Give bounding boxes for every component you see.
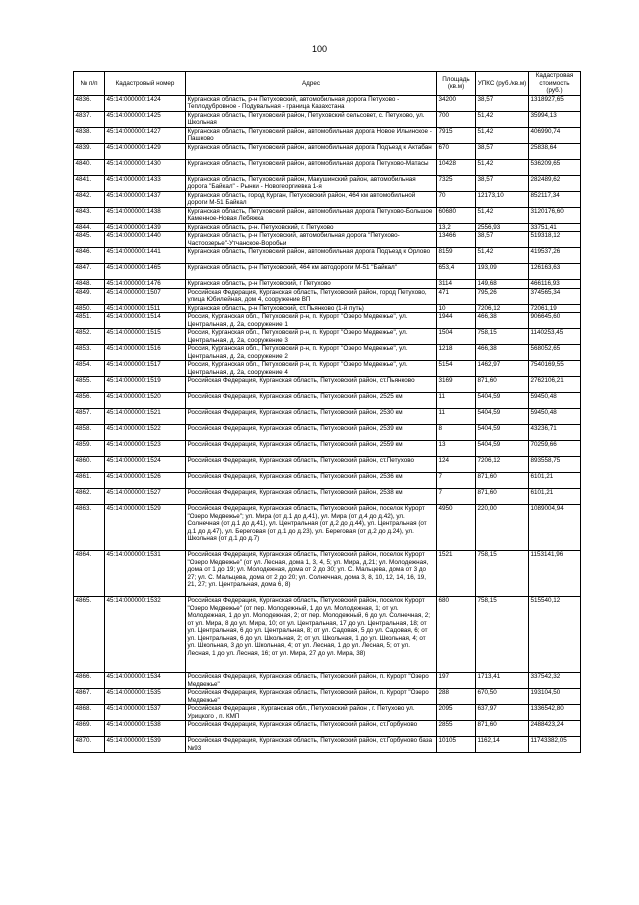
cell-upks: 466,38 [476, 313, 529, 329]
table-row [74, 223, 581, 232]
cell-upks: 795,26 [476, 288, 529, 304]
cell-address: Российская Федерация, Курганская область, Петуховский район, ст.Петухово [186, 457, 437, 473]
cell-kadastr: 45:14:000000:1524 [105, 457, 186, 473]
cell-upks: 51,42 [476, 207, 529, 223]
cell-num: 4863. [74, 505, 105, 551]
cell-address: Курганская область, Петуховский район, автомобильная дорога Петухово-Большое Каменное-Новая Лебяжка [186, 207, 437, 223]
cell-area: 1944 [437, 313, 476, 329]
cell-upks: 220,00 [476, 505, 529, 551]
cell-upks: 758,15 [476, 597, 529, 673]
cell-upks: 758,15 [476, 329, 529, 345]
cell-kadastr: 45:14:000000:1438 [105, 207, 186, 223]
cell-area: 10105 [437, 737, 476, 753]
cell-num: 4847. [74, 264, 105, 280]
header-area: Площадь (кв.м) [437, 72, 476, 96]
cell-num: 4857. [74, 409, 105, 425]
table-row [74, 377, 581, 393]
cell-address: Российская Федерация, Курганская область, Петуховский район, 2530 км [186, 409, 437, 425]
cell-area: 10 [437, 304, 476, 313]
cell-cost: 2762106,21 [529, 377, 581, 393]
cell-area: 1504 [437, 329, 476, 345]
cell-kadastr: 45:14:000000:1519 [105, 377, 186, 393]
cell-area: 70 [437, 191, 476, 207]
cell-num: 4866. [74, 673, 105, 689]
cell-area: 11 [437, 393, 476, 409]
cell-num: 4850. [74, 304, 105, 313]
cell-cost: 1318927,65 [529, 95, 581, 111]
cell-area: 34200 [437, 95, 476, 111]
cell-address: Российская Федерация, Курганская область, Петуховский район, город Петухово, улица Юбилейная, дом 4, сооружение ВП [186, 288, 437, 304]
cell-kadastr: 45:14:000000:1517 [105, 361, 186, 377]
cell-kadastr: 45:14:000000:1532 [105, 597, 186, 673]
cell-kadastr: 45:14:000000:1520 [105, 393, 186, 409]
cell-upks: 51,42 [476, 111, 529, 127]
cell-cost: 337542,32 [529, 673, 581, 689]
header-num: № п/п [74, 72, 105, 96]
cell-num: 4848. [74, 280, 105, 289]
cell-upks: 2556,93 [476, 223, 529, 232]
cell-kadastr: 45:14:000000:1534 [105, 673, 186, 689]
cell-upks: 670,50 [476, 689, 529, 705]
table-row [74, 689, 581, 705]
cell-area: 11 [437, 409, 476, 425]
cell-area: 7325 [437, 175, 476, 191]
cell-address: Курганская область, Петуховский район, автомобильная дорога Новое Ильинское - Пашково [186, 127, 437, 143]
table-row [74, 127, 581, 143]
cell-kadastr: 45:14:000000:1521 [105, 409, 186, 425]
cell-upks: 5404,59 [476, 409, 529, 425]
table-row [74, 597, 581, 673]
cell-num: 4860. [74, 457, 105, 473]
table-row [74, 409, 581, 425]
cell-area: 8 [437, 425, 476, 441]
cell-area: 3169 [437, 377, 476, 393]
cell-num: 4855. [74, 377, 105, 393]
cell-cost: 406990,74 [529, 127, 581, 143]
cell-address: Курганская область, р-н. Петуховский, г. Петухово [186, 223, 437, 232]
cell-area: 5154 [437, 361, 476, 377]
cell-cost: 33751,41 [529, 223, 581, 232]
cell-num: 4870. [74, 737, 105, 753]
cell-cost: 3120176,60 [529, 207, 581, 223]
cell-upks: 149,68 [476, 280, 529, 289]
cell-kadastr: 45:14:000000:1515 [105, 329, 186, 345]
cell-num: 4865. [74, 597, 105, 673]
cell-cost: 193104,50 [529, 689, 581, 705]
table-header-row [74, 72, 581, 96]
cell-address: Россия, Курганская обл., Петуховский р-н, п. Курорт "Озеро Медвежье", ул. Центральная, д. 2а, сооружение 1 [186, 313, 437, 329]
table-row [74, 280, 581, 289]
cell-num: 4840. [74, 159, 105, 175]
cell-area: 60680 [437, 207, 476, 223]
cell-num: 4867. [74, 689, 105, 705]
table-row [74, 673, 581, 689]
cell-area: 7915 [437, 127, 476, 143]
cell-kadastr: 45:14:000000:1523 [105, 441, 186, 457]
cell-area: 10428 [437, 159, 476, 175]
table-row [74, 313, 581, 329]
cell-address: Курганская область, р-н Петуховский, автомобильная дорога "Петухово-Частоозерье"-Утчанское-Воробьи [186, 232, 437, 248]
cell-address: Российская Федерация, Курганская область, Петуховский район, ст.Горбуново база №93 [186, 737, 437, 753]
table-row [74, 248, 581, 264]
table-row [74, 345, 581, 361]
cell-area: 700 [437, 111, 476, 127]
header-cost: Кадастровая стоимость (руб.) [529, 72, 581, 96]
table-row [74, 393, 581, 409]
cell-kadastr: 45:14:000000:1430 [105, 159, 186, 175]
cell-area: 13,2 [437, 223, 476, 232]
table-row [74, 143, 581, 159]
page-number: 100 [311, 44, 328, 54]
cell-num: 4845. [74, 232, 105, 248]
cell-upks: 871,60 [476, 721, 529, 737]
cell-address: Российская Федерация, Курганская область, Петуховский район, поселок Курорт "Озеро Медвежье" (от ул. Лесная, дома 1, 3, 4, 5; ул. Мира, д.21; ул. Молодежная, дома от 1 до 19; ул. Молодежная, дома от 2 до 30; ул. С. Мальцева, дома от 3 до 27; ул. С. Мальцева, дома от 2 до 20; ул. Солнечная, дома 3, 8, 10, 12, 14, 16, 19, 21, 27; ул. Центральная, дома 6, 8) [186, 551, 437, 597]
cell-kadastr: 45:14:000000:1429 [105, 143, 186, 159]
cell-area: 288 [437, 689, 476, 705]
table-row [74, 505, 581, 551]
cell-num: 4846. [74, 248, 105, 264]
cell-upks: 1713,41 [476, 673, 529, 689]
table-row [74, 551, 581, 597]
table-row [74, 111, 581, 127]
cell-upks: 38,57 [476, 175, 529, 191]
table-row [74, 207, 581, 223]
cell-kadastr: 45:14:000000:1465 [105, 264, 186, 280]
cell-address: Россия, Курганская обл., Петуховский р-н, п. Курорт "Озеро Медвежье", ул. Центральная, д. 2а, сооружение 3 [186, 329, 437, 345]
cell-cost: 35994,13 [529, 111, 581, 127]
cell-num: 4869. [74, 721, 105, 737]
cell-cost: 6101,21 [529, 489, 581, 505]
table-row [74, 329, 581, 345]
cell-cost: 282489,62 [529, 175, 581, 191]
cell-kadastr: 45:14:000000:1476 [105, 280, 186, 289]
cell-cost: 59450,48 [529, 409, 581, 425]
cell-area: 7 [437, 473, 476, 489]
cell-upks: 466,38 [476, 345, 529, 361]
cell-cost: 852117,34 [529, 191, 581, 207]
cell-kadastr: 45:14:000000:1516 [105, 345, 186, 361]
cell-cost: 536209,65 [529, 159, 581, 175]
cell-address: Российская Федерация, Курганская область, Петуховский район, 2559 км [186, 441, 437, 457]
cell-area: 2095 [437, 705, 476, 721]
table-row [74, 232, 581, 248]
cell-address: Российская Федерация, Курганская область, Петуховский район, ст.Пьянково [186, 377, 437, 393]
cell-num: 4851. [74, 313, 105, 329]
cell-cost: 25838,64 [529, 143, 581, 159]
cell-area: 471 [437, 288, 476, 304]
cell-address: Российская Федерация, Курганская область, Петуховский район, ст.Горбуново [186, 721, 437, 737]
cell-address: Российская Федерация , Курганская обл., Петуховский район , г. Петухово ул. Урицкого , п. КМП [186, 705, 437, 721]
cell-upks: 871,60 [476, 473, 529, 489]
cell-cost: 126163,63 [529, 264, 581, 280]
cell-cost: 2488423,24 [529, 721, 581, 737]
cell-cost: 1140253,45 [529, 329, 581, 345]
cell-kadastr: 45:14:000000:1526 [105, 473, 186, 489]
cell-address: Курганская область, город Курган, Петуховский район, 464 км автомобильной дороги М-51 Байкал [186, 191, 437, 207]
table-row [74, 175, 581, 191]
cell-cost: 568052,65 [529, 345, 581, 361]
cell-num: 4859. [74, 441, 105, 457]
cell-address: Российская Федерация, Курганская область, Петуховский район, п. Курорт "Озеро Медвежье" [186, 673, 437, 689]
cell-cost: 519318,12 [529, 232, 581, 248]
cell-cost: 6101,21 [529, 473, 581, 489]
cell-upks: 7206,12 [476, 457, 529, 473]
header-upks: УПКС (руб./кв.м) [476, 72, 529, 96]
table-row [74, 304, 581, 313]
cell-area: 670 [437, 143, 476, 159]
cell-kadastr: 45:14:000000:1441 [105, 248, 186, 264]
cell-num: 4839. [74, 143, 105, 159]
table-row [74, 489, 581, 505]
cell-address: Российская Федерация, Курганская область, Петуховский район, поселок Курорт "Озеро Медвежье" (от пер. Молодежный, 1 до ул. Молодежная, 1; от ул. Молодежная, 1 до ул. Молодежная, 2; от пер. Молодежный, 6 до ул. Солнечная, 2; от ул. Мира, 8 до ул. Мира, 10; от ул. Центральная, 17 до ул. Центральная, 18; от ул. Центральная, 6 до ул. Центральная, 8; от ул. Садовая, 5 до ул. Садовая, 6; от ул. Центральная, 6 до ул. Школьная, 2; от ул. Школьная, 1 до ул. Школьная, 4; от ул. Школьная, 3 до ул. Школьная, 4; от ул. Лесная, 1 до ул. Лесная, 5; от ул. Лесная, 1 до ул. Лесная, 16; от ул. Мира, 27 до ул. Мира, 38) [186, 597, 437, 673]
cell-area: 124 [437, 457, 476, 473]
cell-upks: 51,42 [476, 127, 529, 143]
cell-upks: 637,97 [476, 705, 529, 721]
cell-upks: 38,57 [476, 232, 529, 248]
cadastral-table [73, 71, 581, 753]
cell-cost: 7540169,55 [529, 361, 581, 377]
cell-area: 1521 [437, 551, 476, 597]
cell-cost: 906645,60 [529, 313, 581, 329]
cell-address: Курганская область, Петуховский район, автомобильная дорога Подъезд к Актабан [186, 143, 437, 159]
table-row [74, 361, 581, 377]
cell-upks: 871,60 [476, 377, 529, 393]
cell-cost: 515540,12 [529, 597, 581, 673]
cell-area: 3114 [437, 280, 476, 289]
cell-kadastr: 45:14:000000:1424 [105, 95, 186, 111]
cell-upks: 12173,10 [476, 191, 529, 207]
cell-cost: 11743382,05 [529, 737, 581, 753]
cell-area: 13 [437, 441, 476, 457]
cell-num: 4844. [74, 223, 105, 232]
cell-upks: 758,15 [476, 551, 529, 597]
cell-kadastr: 45:14:000000:1522 [105, 425, 186, 441]
cell-num: 4862. [74, 489, 105, 505]
cell-kadastr: 45:14:000000:1437 [105, 191, 186, 207]
cell-upks: 5404,59 [476, 425, 529, 441]
table-row [74, 159, 581, 175]
cell-num: 4864. [74, 551, 105, 597]
table-row [74, 721, 581, 737]
table-row [74, 473, 581, 489]
cell-kadastr: 45:14:000000:1527 [105, 489, 186, 505]
cell-kadastr: 45:14:000000:1539 [105, 737, 186, 753]
cell-address: Российская Федерация, Курганская область, Петуховский район, 2536 км [186, 473, 437, 489]
cell-address: Россия, Курганская обл., Петуховский р-н, п. Курорт "Озеро Медвежье", ул. Центральная, д. 2а, сооружение 4 [186, 361, 437, 377]
cell-address: Курганская область, р-н Петуховский, автомобильная дорога Петухово - Теплодубровное - Подувальная - граница Казахстана [186, 95, 437, 111]
cell-kadastr: 45:14:000000:1439 [105, 223, 186, 232]
cell-cost: 419537,26 [529, 248, 581, 264]
cell-cost: 1336542,80 [529, 705, 581, 721]
cell-area: 680 [437, 597, 476, 673]
cell-cost: 43236,71 [529, 425, 581, 441]
cell-kadastr: 45:14:000000:1433 [105, 175, 186, 191]
cell-kadastr: 45:14:000000:1514 [105, 313, 186, 329]
cell-area: 4950 [437, 505, 476, 551]
table-row [74, 425, 581, 441]
header-address: Адрес [186, 72, 437, 96]
cell-upks: 5404,59 [476, 441, 529, 457]
cell-num: 4837. [74, 111, 105, 127]
table-row [74, 191, 581, 207]
cell-upks: 193,09 [476, 264, 529, 280]
cell-area: 2855 [437, 721, 476, 737]
cell-num: 4861. [74, 473, 105, 489]
cell-address: Курганская область, р-н Петуховский, ст.Пьянково (1-й путь) [186, 304, 437, 313]
cell-num: 4849. [74, 288, 105, 304]
cell-num: 4843. [74, 207, 105, 223]
table-row [74, 705, 581, 721]
cell-kadastr: 45:14:000000:1427 [105, 127, 186, 143]
cell-address: Курганская область, Петуховский район, автомобильная дорога Петухово-Матасы [186, 159, 437, 175]
cell-address: Курганская область, Петуховский район, автомобильная дорога Подъезд к Орлово [186, 248, 437, 264]
cell-num: 4853. [74, 345, 105, 361]
cell-address: Российская Федерация, Курганская область, Петуховский район, 2525 км [186, 393, 437, 409]
table-row [74, 264, 581, 280]
cell-upks: 7206,12 [476, 304, 529, 313]
cell-num: 4858. [74, 425, 105, 441]
cell-area: 1218 [437, 345, 476, 361]
cell-num: 4841. [74, 175, 105, 191]
cell-cost: 70259,66 [529, 441, 581, 457]
cell-kadastr: 45:14:000000:1529 [105, 505, 186, 551]
cell-kadastr: 45:14:000000:1535 [105, 689, 186, 705]
cell-upks: 1462,97 [476, 361, 529, 377]
cell-address: Курганская область, Петуховский район, Петуховский сельсовет, с. Петухово, ул. Школьная [186, 111, 437, 127]
cell-num: 4856. [74, 393, 105, 409]
cell-num: 4868. [74, 705, 105, 721]
cell-upks: 871,60 [476, 489, 529, 505]
cell-area: 8159 [437, 248, 476, 264]
cell-cost: 374565,34 [529, 288, 581, 304]
cell-num: 4854. [74, 361, 105, 377]
cell-address: Российская Федерация, Курганская область, Петуховский район, п. Курорт "Озеро Медвежье" [186, 689, 437, 705]
table-row [74, 457, 581, 473]
cell-cost: 893558,75 [529, 457, 581, 473]
cell-area: 7 [437, 489, 476, 505]
cell-num: 4842. [74, 191, 105, 207]
cell-upks: 1162,14 [476, 737, 529, 753]
cell-kadastr: 45:14:000000:1507 [105, 288, 186, 304]
table-row [74, 737, 581, 753]
cell-kadastr: 45:14:000000:1537 [105, 705, 186, 721]
cell-address: Российская Федерация, Курганская область, Петуховский район, 2538 км [186, 489, 437, 505]
cell-address: Курганская область, р-н Петуховский, 464 км автодороги М-51 "Байкал" [186, 264, 437, 280]
cell-num: 4836. [74, 95, 105, 111]
header-kadastr: Кадастровый номер [105, 72, 186, 96]
table-row [74, 95, 581, 111]
cell-num: 4838. [74, 127, 105, 143]
cell-area: 13466 [437, 232, 476, 248]
table-row [74, 288, 581, 304]
cell-address: Российская Федерация, Курганская область, Петуховский район, поселок Курорт "Озеро Медвежье"; ул. Мира (от д.1 до д.41), ул. Мира (от д.4 до д.42), ул. Солнечная (от д.1 до д.41), ул. Центральная (от д.2 до д.44), ул. Центральная (от д.1 до д.47), ул. Береговая (от д.1 до д.23), ул. Береговая (от д.2 до д.24), ул. Школьная (от д.1 до д.7) [186, 505, 437, 551]
cell-upks: 38,57 [476, 143, 529, 159]
cell-kadastr: 45:14:000000:1531 [105, 551, 186, 597]
cell-kadastr: 45:14:000000:1511 [105, 304, 186, 313]
cell-num: 4852. [74, 329, 105, 345]
cell-area: 653,4 [437, 264, 476, 280]
cell-cost: 72061,19 [529, 304, 581, 313]
cell-cost: 1089004,94 [529, 505, 581, 551]
cell-kadastr: 45:14:000000:1425 [105, 111, 186, 127]
cell-upks: 51,42 [476, 248, 529, 264]
cell-address: Курганская область, Петуховский район, Макушинский район, автомобильная дорога "Байкал" - Рынки - Новогеоргиевка 1-я [186, 175, 437, 191]
cell-address: Курганская область, р-н Петуховский, г Петухово [186, 280, 437, 289]
table-row [74, 441, 581, 457]
cell-cost: 59450,48 [529, 393, 581, 409]
cell-cost: 466116,93 [529, 280, 581, 289]
cell-address: Россия, Курганская обл., Петуховский р-н, п. Курорт "Озеро Медвежье", ул. Центральная, д. 2а, сооружение 2 [186, 345, 437, 361]
cell-address: Российская Федерация, Курганская область, Петуховский район, 2539 км [186, 425, 437, 441]
cell-upks: 5404,59 [476, 393, 529, 409]
cell-upks: 51,42 [476, 159, 529, 175]
cell-upks: 38,57 [476, 95, 529, 111]
cell-kadastr: 45:14:000000:1440 [105, 232, 186, 248]
cell-kadastr: 45:14:000000:1538 [105, 721, 186, 737]
cell-cost: 1153141,96 [529, 551, 581, 597]
cell-area: 197 [437, 673, 476, 689]
